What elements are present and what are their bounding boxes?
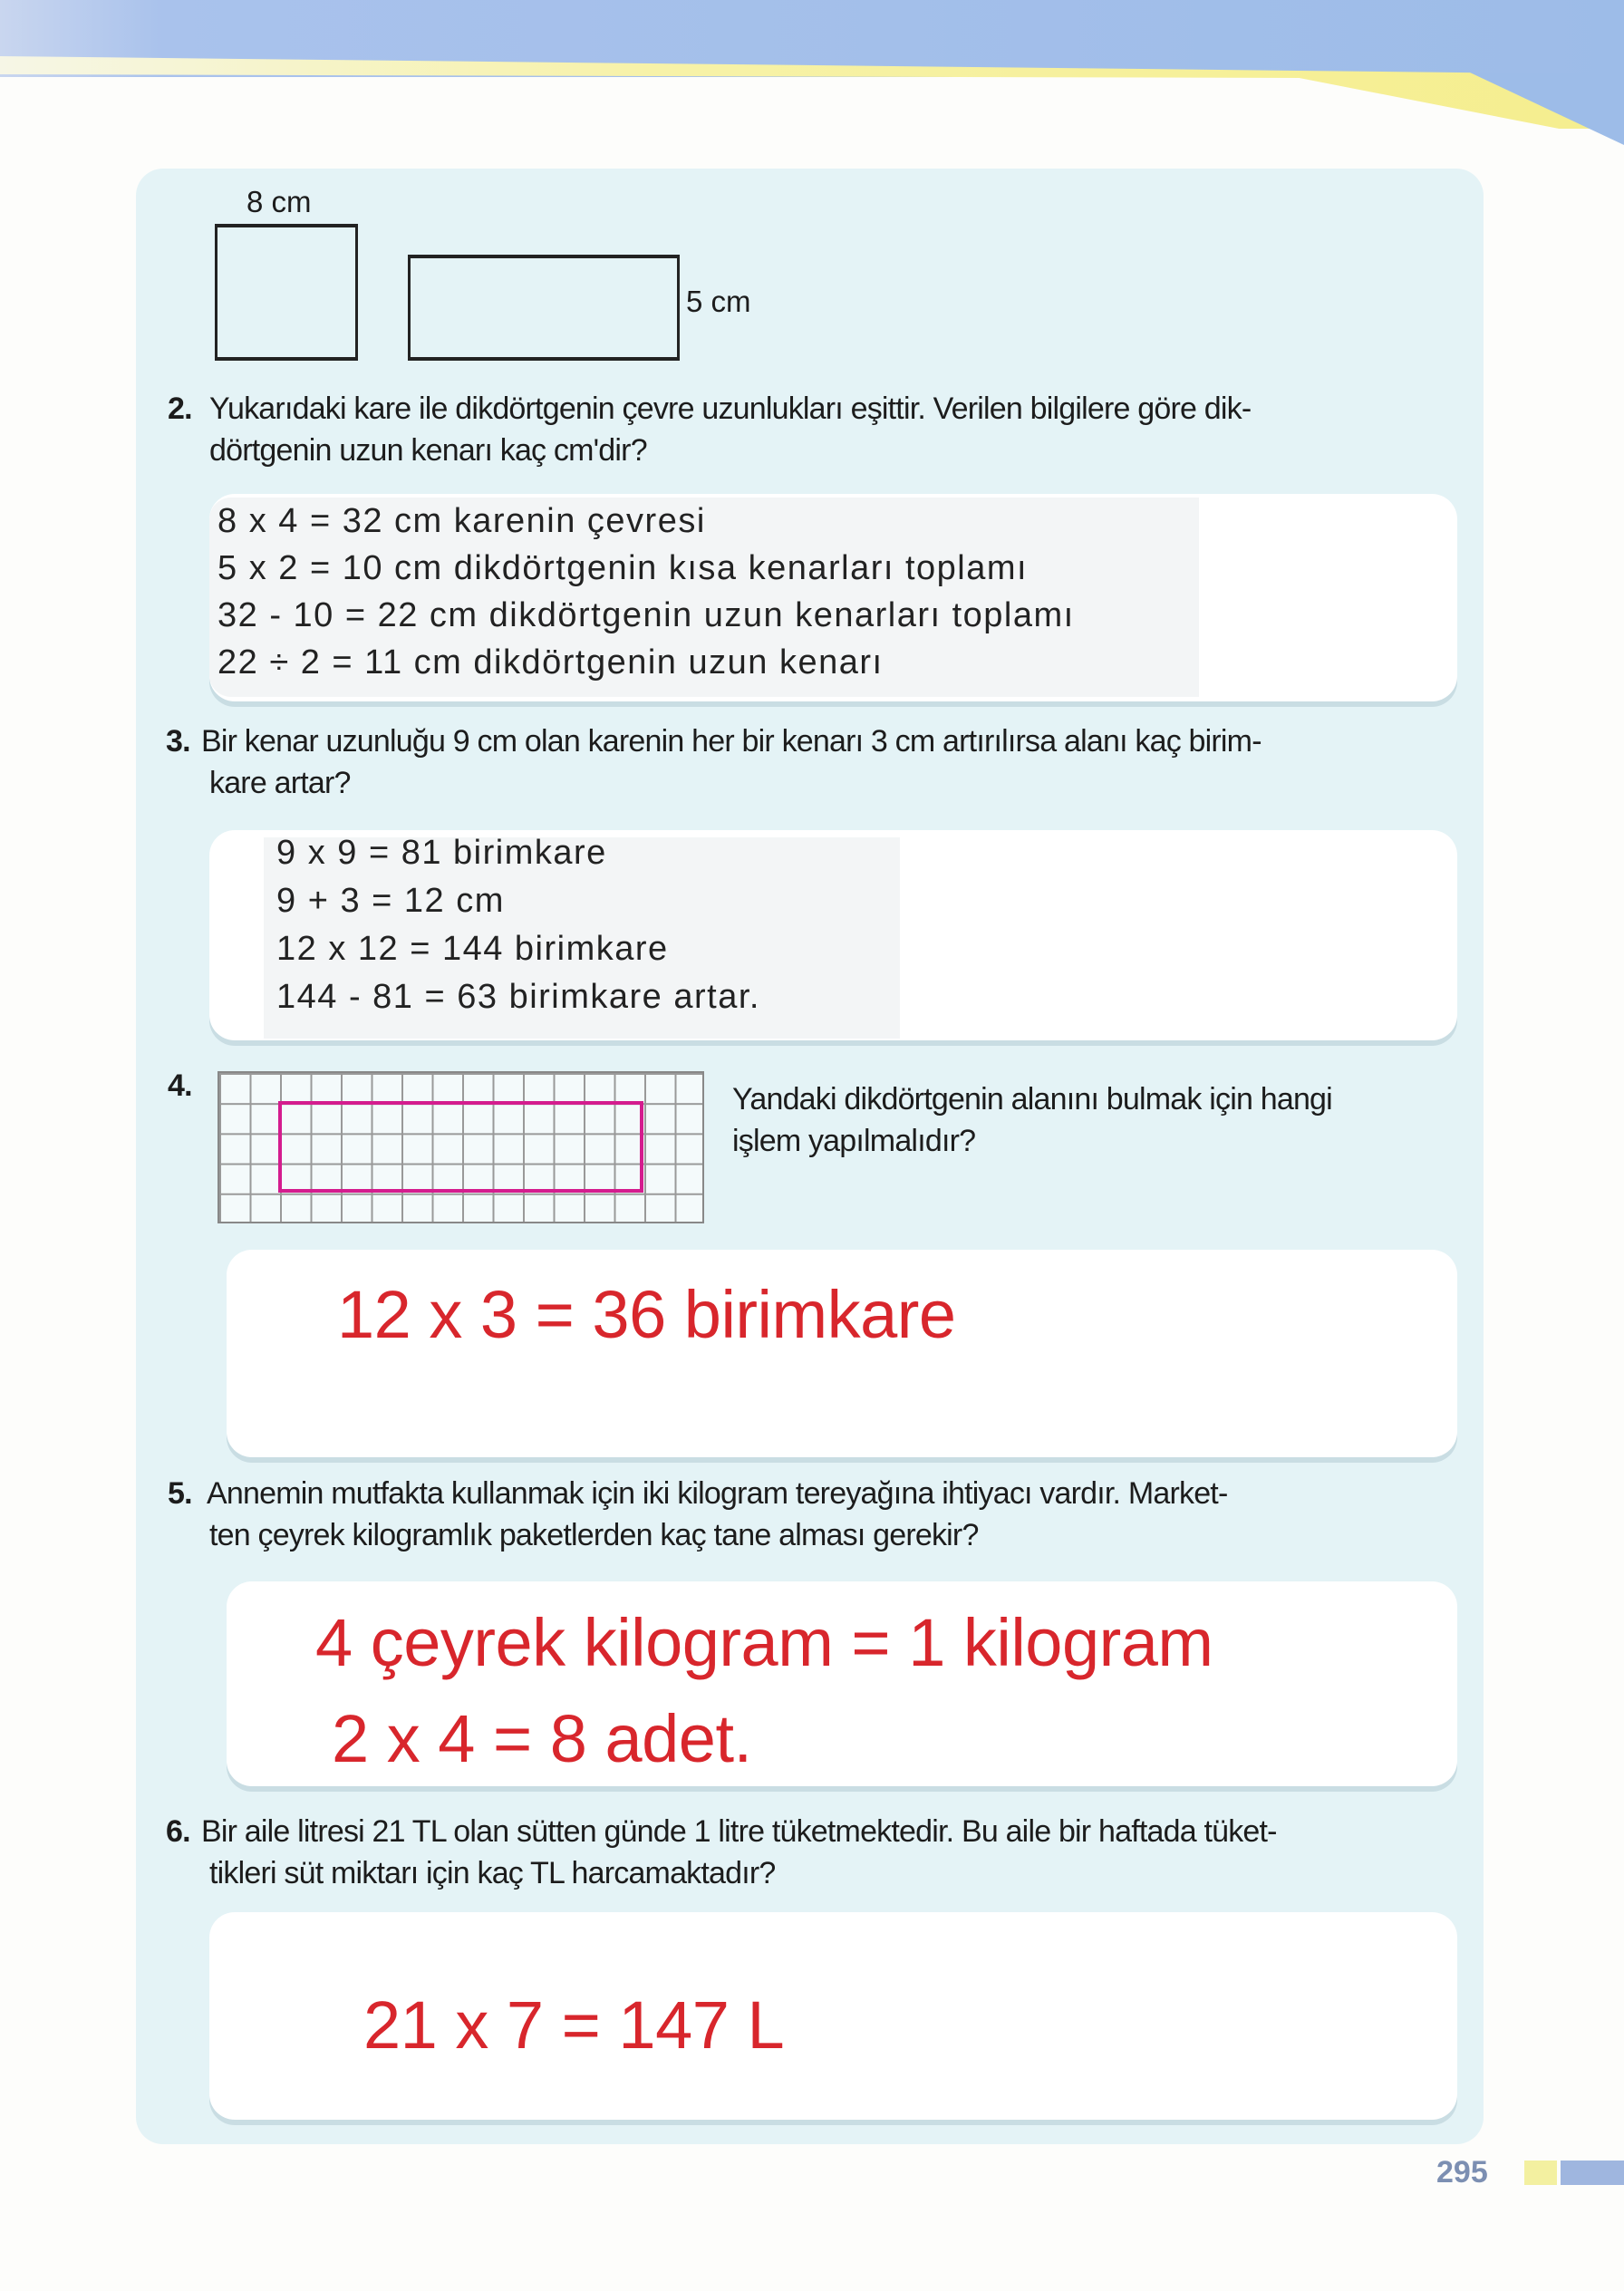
square-shape [215, 224, 358, 361]
question-6-line-2: tikleri süt miktarı için kaç TL harcamaktadır? [209, 1856, 776, 1890]
rectangle-shape [408, 255, 680, 361]
answer-5-line-2: 2 x 4 = 8 adet. [332, 1701, 752, 1776]
question-3-line-1: Bir kenar uzunluğu 9 cm olan karenin her bir kenarı 3 cm artırılırsa alanı kaç birim- [201, 724, 1262, 759]
footer-yellow-bar [1524, 2160, 1557, 2185]
question-4-number: 4. [168, 1068, 192, 1103]
question-3-number: 3. [166, 724, 190, 759]
answer-4: 12 x 3 = 36 birimkare [337, 1277, 956, 1352]
question-2-line-1: Yukarıdaki kare ile dikdörtgenin çevre uzunlukları eşittir. Verilen bilgilere göre dik- [209, 392, 1252, 426]
answer-5-line-1: 4 çeyrek kilogram = 1 kilogram [315, 1605, 1213, 1680]
rectangle-label: 5 cm [686, 285, 751, 318]
answer-6: 21 x 7 = 147 L [363, 1987, 785, 2063]
footer-blue-bar [1561, 2160, 1624, 2185]
question-5-line-2: ten çeyrek kilogramlık paketlerden kaç tane alması gerekir? [209, 1518, 979, 1552]
question-5-line-1: Annemin mutfakta kullanmak için iki kilogram tereyağına ihtiyacı vardır. Market- [207, 1476, 1228, 1511]
question-4-line-2: işlem yapılmalıdır? [732, 1124, 976, 1158]
square-label: 8 cm [246, 185, 312, 218]
question-3-line-2: kare artar? [209, 766, 351, 800]
question-2-line-2: dörtgenin uzun kenarı kaç cm'dir? [209, 433, 647, 468]
answer-2-line-2: 5 x 2 = 10 cm dikdörtgenin kısa kenarları toplamı [218, 549, 1029, 587]
answer-2-line-3: 32 - 10 = 22 cm dikdörtgenin uzun kenarları toplamı [218, 596, 1075, 634]
question-5-number: 5. [168, 1476, 192, 1511]
answer-2-line-4: 22 ÷ 2 = 11 cm dikdörtgenin uzun kenarı [218, 643, 884, 682]
answer-3-line-3: 12 x 12 = 144 birimkare [276, 930, 669, 968]
question-4-line-1: Yandaki dikdörtgenin alanını bulmak için hangi [732, 1082, 1332, 1116]
highlighted-rectangle [278, 1101, 643, 1193]
question-6-line-1: Bir aile litresi 21 TL olan sütten günde 1 litre tüketmektedir. Bu aile bir haftada tüket- [201, 1814, 1277, 1849]
question-6-number: 6. [166, 1814, 190, 1849]
answer-3-line-4: 144 - 81 = 63 birimkare artar. [276, 978, 760, 1016]
answer-2-line-1: 8 x 4 = 32 cm karenin çevresi [218, 502, 706, 540]
answer-3-line-1: 9 x 9 = 81 birimkare [276, 834, 607, 872]
page-number: 295 [1436, 2155, 1488, 2190]
answer-3-line-2: 9 + 3 = 12 cm [276, 882, 505, 920]
question-2-number: 2. [168, 392, 192, 426]
